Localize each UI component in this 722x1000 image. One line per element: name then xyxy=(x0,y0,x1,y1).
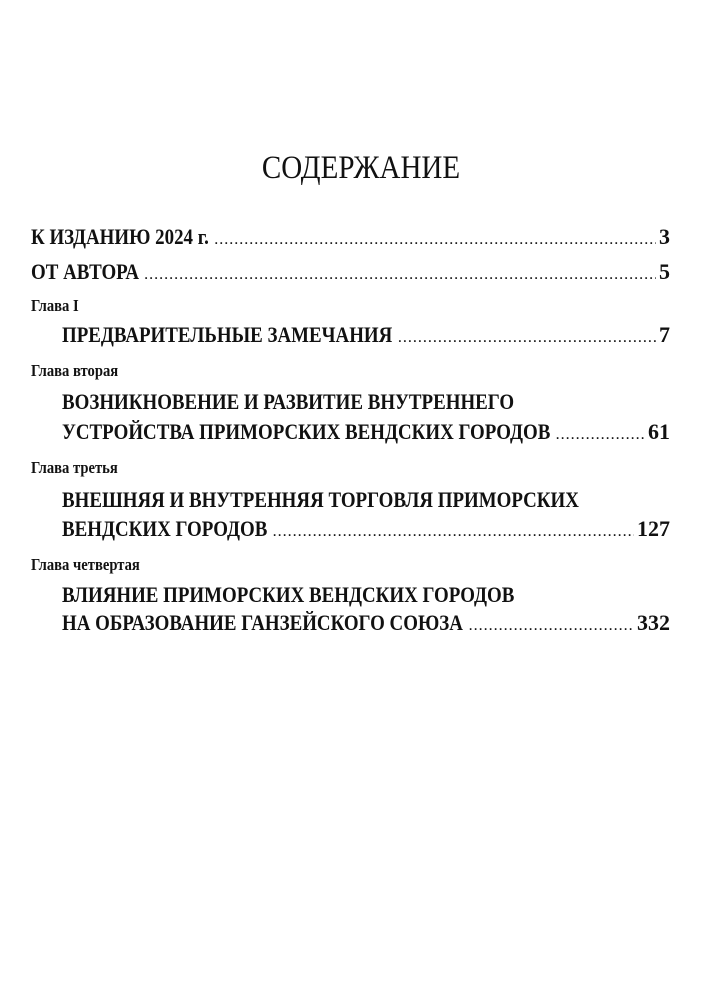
leader-dots xyxy=(273,525,634,542)
leader-dots xyxy=(215,233,656,250)
toc-entry-title: УСТРОЙСТВА ПРИМОРСКИХ ВЕНДСКИХ ГОРОДОВ xyxy=(62,419,551,444)
toc-entry-chapter-3-line-1[interactable] xyxy=(62,487,670,513)
toc-entry-foreword-2024[interactable] xyxy=(31,224,670,250)
toc-entry-title: ВЛИЯНИЕ ПРИМОРСКИХ ВЕНДСКИХ ГОРОДОВ xyxy=(62,582,515,607)
page-number: 7 xyxy=(659,322,670,347)
page-title: СОДЕРЖАНИЕ xyxy=(261,150,461,186)
leader-dots xyxy=(398,331,656,348)
toc-entry-chapter-2[interactable] xyxy=(62,419,670,445)
chapter-label: Глава вторая xyxy=(31,361,119,380)
toc-entry-chapter-2-line-1[interactable] xyxy=(62,389,670,415)
toc-entry-title: К ИЗДАНИЮ 2024 г. xyxy=(31,224,209,249)
toc-entry-title: ПРЕДВАРИТЕЛЬНЫЕ ЗАМЕЧАНИЯ xyxy=(62,322,393,347)
page-number: 61 xyxy=(648,419,670,444)
toc-entry-title: НА ОБРАЗОВАНИЕ ГАНЗЕЙСКОГО СОЮЗА xyxy=(62,610,463,635)
chapter-label: Глава четвертая xyxy=(31,555,140,574)
page-number: 127 xyxy=(637,516,670,541)
toc-entry-chapter-4-line-1[interactable] xyxy=(62,582,670,608)
toc-entry-title: ВНЕШНЯЯ И ВНУТРЕННЯЯ ТОРГОВЛЯ ПРИМОРСКИХ xyxy=(62,487,579,512)
chapter-label: Глава I xyxy=(31,296,79,315)
toc-entry-chapter-4[interactable] xyxy=(62,610,670,636)
page-number: 332 xyxy=(637,610,670,635)
page-number: 3 xyxy=(659,224,670,249)
toc-entry-title: ВЕНДСКИХ ГОРОДОВ xyxy=(62,516,268,541)
toc-entry-chapter-1[interactable] xyxy=(62,322,670,348)
leader-dots xyxy=(556,428,645,445)
toc-entry-chapter-3[interactable] xyxy=(62,516,670,542)
toc-entry-from-author[interactable] xyxy=(31,259,670,285)
page-number: 5 xyxy=(659,259,670,284)
chapter-label: Глава третья xyxy=(31,458,118,477)
leader-dots xyxy=(145,268,656,285)
leader-dots xyxy=(469,619,634,636)
toc-entry-title: ОТ АВТОРА xyxy=(31,259,139,284)
toc-entry-title: ВОЗНИКНОВЕНИЕ И РАЗВИТИЕ ВНУТРЕННЕГО xyxy=(62,389,515,414)
